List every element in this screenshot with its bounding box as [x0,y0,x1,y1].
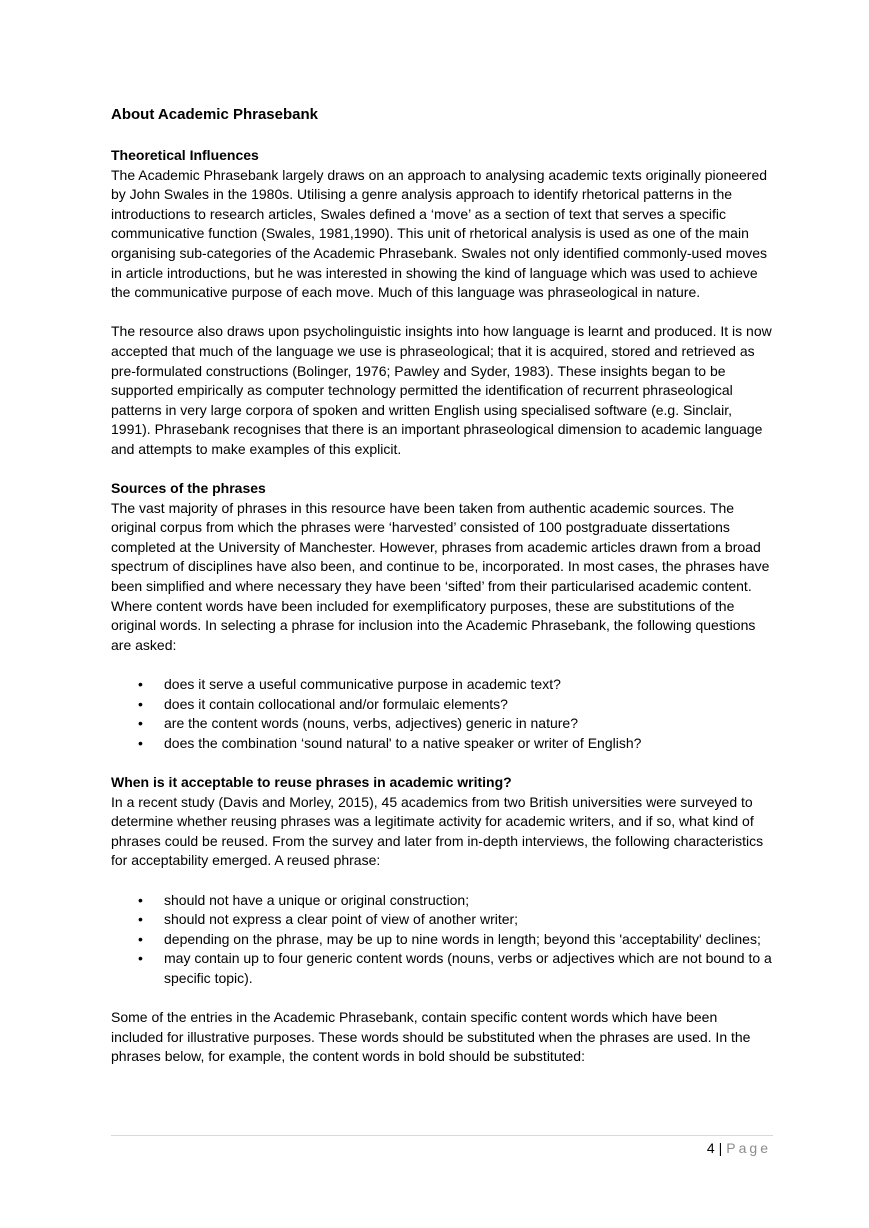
bullet-list-acceptability [111,891,773,989]
list-item: • are the content words (nouns, verbs, adjectives) generic in nature? [111,714,773,734]
list-item: • does it contain collocational and/or formulaic elements? [111,695,773,715]
section-heading-sources: Sources of the phrases [111,480,266,497]
list-item: • depending on the phrase, may be up to nine words in length; beyond this 'acceptability' declines; [111,930,773,950]
page-footer [707,1138,771,1158]
paragraph-theoretical-1: The Academic Phrasebank largely draws on an approach to analysing academic texts originally pioneered by John Swales in the 1980s. Utilising a genre analysis approach to identify rhetorical patterns in the introductions to research articles, Swales defined a ‘move’ as a section of text that serves a specific communicative function (Swales, 1981,1990). This unit of rhetorical analysis is used as one of the main organising sub-categories of the Academic Phrasebank. Swales not only identified commonly-used moves in article introductions, but he was interested in showing the kind of language which was used to achieve the communicative purpose of each move. Much of this language was phraseological in nature. [111,166,768,301]
footer-separator: | [718,1140,723,1156]
footer-divider [111,1135,773,1136]
section-heading-theoretical: Theoretical Influences [111,147,259,163]
document-title: About Academic Phrasebank [111,106,319,123]
page-number: 4 [706,1140,715,1156]
paragraph-reuse-2: Some of the entries in the Academic Phrasebank, contain specific content words which have been included for illustrative purposes. These words should be substituted when the phrases are used. In the phrases below, for example, the content words in bold should be substituted: [111,1009,751,1065]
list-item: • does it serve a useful communicative purpose in academic text? [111,675,773,695]
page-label: Page [726,1140,771,1156]
paragraph-theoretical-2: The resource also draws upon psycholinguistic insights into how language is learnt and produced. It is now accepted that much of the language we use is phraseological; that it is acquired, stored and retrieved as pre-formulated constructions (Bolinger, 1976; Pawley and Syder, 1983). These insights began to be supported empirically as computer technology permitted the identification of recurrent phraseological patterns in very large corpora of spoken and written English using specialised software (e.g. Sinclair, 1991). Phrasebank recognises that there is an important phraseological dimension to academic language and attempts to make examples of this explicit. [111,323,772,457]
list-item: • does the combination ‘sound natural' to a native speaker or writer of English? [111,734,773,754]
list-item: • should not express a clear point of view of another writer; [111,910,773,930]
section-heading-reuse: When is it acceptable to reuse phrases in academic writing? [111,774,512,790]
bullet-list-selection-questions [111,675,773,753]
paragraph-sources-1: The vast majority of phrases in this resource have been taken from authentic academic sources. The original corpus from which the phrases were ‘harvested’ consisted of 100 postgraduate dissertations completed at the University of Manchester. However, phrases from academic articles drawn from a broad spectrum of disciplines have also been, and continue to be, incorporated. In most cases, the phrases have been simplified and where necessary they have been ‘sifted’ from their particularised academic content. Where content words have been included for exemplificatory purposes, these are substitutions of the original words. In selecting a phrase for inclusion into the Academic Phrasebank, the following questions are asked: [111,499,770,653]
document-page [111,104,773,1087]
list-item: • should not have a unique or original construction; [111,891,773,911]
paragraph-reuse-1: In a recent study (Davis and Morley, 2015), 45 academics from two British universities were surveyed to determine whether reusing phrases was a legitimate activity for academic writers, and if so, what kind of phrases could be reused. From the survey and later from in-depth interviews, the following characteristics for acceptability emerged. A reused phrase: [111,793,764,869]
list-item: • may contain up to four generic content words (nouns, verbs or adjectives which are not bound to a specific topic). [111,949,773,988]
